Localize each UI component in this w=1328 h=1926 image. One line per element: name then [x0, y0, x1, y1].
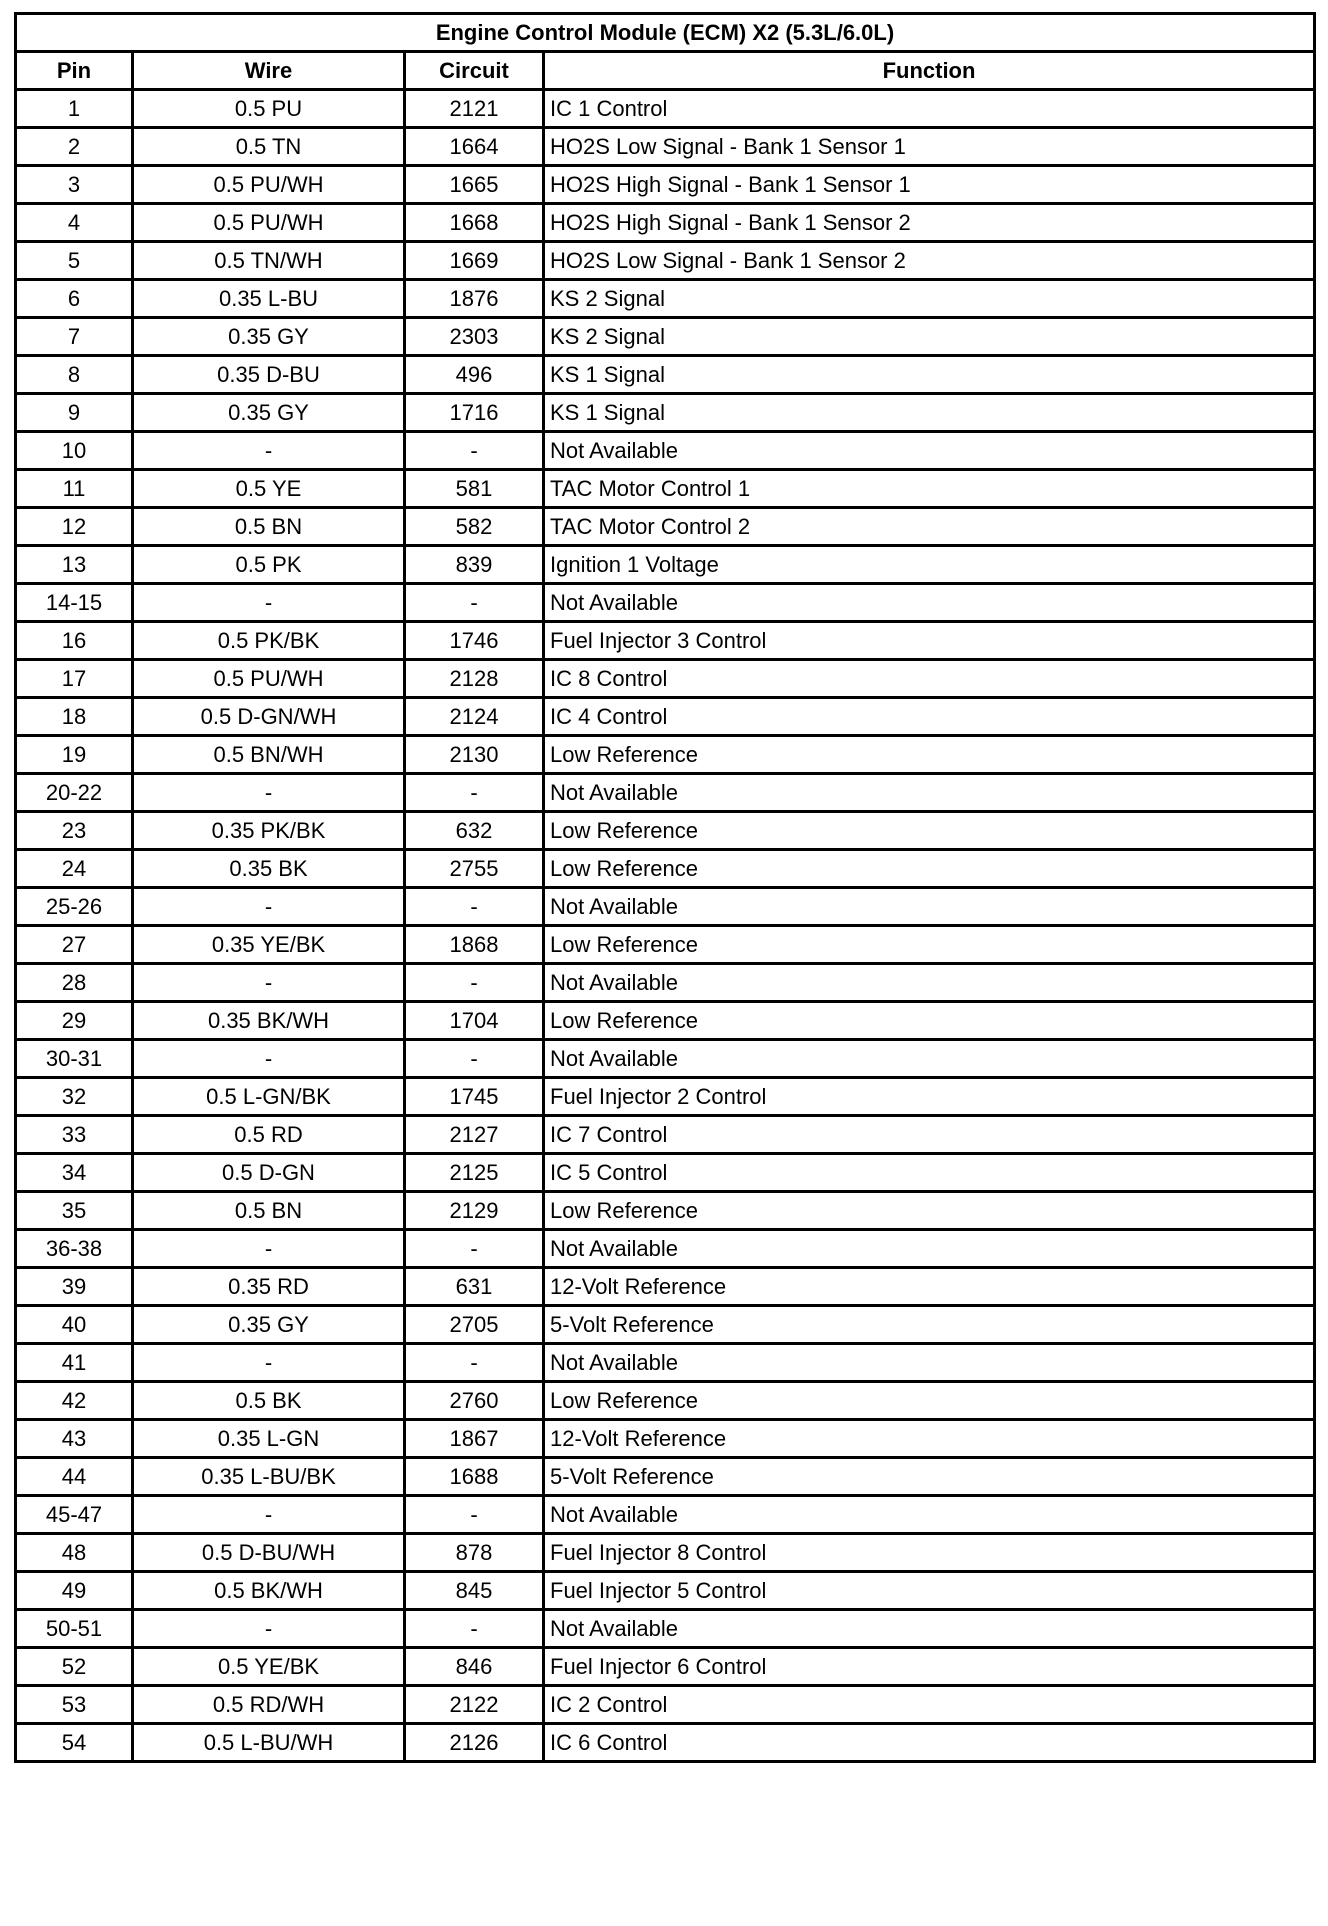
wire-cell: -	[133, 888, 405, 926]
pin-cell: 3	[16, 166, 133, 204]
wire-cell: 0.35 L-BU	[133, 280, 405, 318]
table-row	[16, 1572, 1315, 1610]
function-cell: KS 2 Signal	[544, 280, 1315, 318]
pin-cell: 44	[16, 1458, 133, 1496]
pin-cell: 52	[16, 1648, 133, 1686]
table-row	[16, 1382, 1315, 1420]
circuit-cell: 496	[405, 356, 544, 394]
function-cell: Low Reference	[544, 926, 1315, 964]
function-cell: IC 5 Control	[544, 1154, 1315, 1192]
circuit-cell: -	[405, 432, 544, 470]
pin-cell: 42	[16, 1382, 133, 1420]
wire-cell: 0.35 RD	[133, 1268, 405, 1306]
function-cell: 5-Volt Reference	[544, 1458, 1315, 1496]
pin-cell: 18	[16, 698, 133, 736]
circuit-cell: 2755	[405, 850, 544, 888]
table-row	[16, 280, 1315, 318]
function-cell: Fuel Injector 8 Control	[544, 1534, 1315, 1572]
pin-cell: 49	[16, 1572, 133, 1610]
wire-cell: 0.5 PU	[133, 90, 405, 128]
wire-cell: 0.5 PU/WH	[133, 204, 405, 242]
circuit-cell: 1664	[405, 128, 544, 166]
pin-cell: 7	[16, 318, 133, 356]
pin-cell: 43	[16, 1420, 133, 1458]
pin-cell: 6	[16, 280, 133, 318]
pin-cell: 28	[16, 964, 133, 1002]
wire-cell: 0.5 TN	[133, 128, 405, 166]
circuit-cell: -	[405, 1496, 544, 1534]
function-cell: TAC Motor Control 2	[544, 508, 1315, 546]
table-row	[16, 1192, 1315, 1230]
function-cell: Not Available	[544, 1230, 1315, 1268]
wire-cell: 0.5 D-GN/WH	[133, 698, 405, 736]
table-row	[16, 1040, 1315, 1078]
table-row	[16, 1686, 1315, 1724]
title-row	[16, 14, 1315, 52]
wire-cell: 0.5 BN	[133, 1192, 405, 1230]
wire-cell: 0.5 RD/WH	[133, 1686, 405, 1724]
function-cell: IC 4 Control	[544, 698, 1315, 736]
table-row	[16, 1344, 1315, 1382]
pin-cell: 8	[16, 356, 133, 394]
wire-cell: 0.35 BK	[133, 850, 405, 888]
wire-cell: 0.5 PK/BK	[133, 622, 405, 660]
wire-cell: 0.5 PK	[133, 546, 405, 584]
wire-cell: 0.5 TN/WH	[133, 242, 405, 280]
circuit-cell: 1716	[405, 394, 544, 432]
function-cell: HO2S High Signal - Bank 1 Sensor 1	[544, 166, 1315, 204]
circuit-cell: 632	[405, 812, 544, 850]
circuit-cell: 581	[405, 470, 544, 508]
pin-cell: 45-47	[16, 1496, 133, 1534]
circuit-cell: -	[405, 888, 544, 926]
wire-cell: 0.5 BK/WH	[133, 1572, 405, 1610]
circuit-cell: -	[405, 774, 544, 812]
pin-cell: 25-26	[16, 888, 133, 926]
circuit-cell: -	[405, 584, 544, 622]
table-row	[16, 812, 1315, 850]
pin-cell: 17	[16, 660, 133, 698]
pin-cell: 50-51	[16, 1610, 133, 1648]
pin-cell: 40	[16, 1306, 133, 1344]
table-row	[16, 470, 1315, 508]
wire-cell: 0.5 D-BU/WH	[133, 1534, 405, 1572]
wire-cell: -	[133, 1230, 405, 1268]
circuit-cell: 1668	[405, 204, 544, 242]
pin-cell: 27	[16, 926, 133, 964]
function-cell: Fuel Injector 3 Control	[544, 622, 1315, 660]
function-cell: HO2S Low Signal - Bank 1 Sensor 1	[544, 128, 1315, 166]
table-row	[16, 1306, 1315, 1344]
wire-cell: 0.35 GY	[133, 394, 405, 432]
pin-cell: 4	[16, 204, 133, 242]
function-cell: Not Available	[544, 888, 1315, 926]
wire-cell: 0.5 YE	[133, 470, 405, 508]
wire-cell: -	[133, 1610, 405, 1648]
table-row	[16, 1534, 1315, 1572]
pin-cell: 1	[16, 90, 133, 128]
circuit-cell: -	[405, 964, 544, 1002]
table-row	[16, 1002, 1315, 1040]
pin-cell: 19	[16, 736, 133, 774]
header-pin: Pin	[16, 52, 133, 90]
wire-cell: 0.35 GY	[133, 318, 405, 356]
circuit-cell: 2122	[405, 1686, 544, 1724]
pin-cell: 10	[16, 432, 133, 470]
table-row	[16, 926, 1315, 964]
table-row	[16, 584, 1315, 622]
wire-cell: 0.35 D-BU	[133, 356, 405, 394]
table-row	[16, 432, 1315, 470]
pin-cell: 36-38	[16, 1230, 133, 1268]
circuit-cell: 2125	[405, 1154, 544, 1192]
circuit-cell: 1745	[405, 1078, 544, 1116]
table-row	[16, 166, 1315, 204]
table-row	[16, 204, 1315, 242]
function-cell: KS 2 Signal	[544, 318, 1315, 356]
pin-cell: 29	[16, 1002, 133, 1040]
pin-cell: 11	[16, 470, 133, 508]
pin-cell: 16	[16, 622, 133, 660]
circuit-cell: 2705	[405, 1306, 544, 1344]
function-cell: Not Available	[544, 1496, 1315, 1534]
pin-cell: 5	[16, 242, 133, 280]
function-cell: IC 2 Control	[544, 1686, 1315, 1724]
table-row	[16, 622, 1315, 660]
circuit-cell: 2128	[405, 660, 544, 698]
circuit-cell: 1868	[405, 926, 544, 964]
connector-pinout-table	[14, 12, 1316, 1763]
function-cell: HO2S Low Signal - Bank 1 Sensor 2	[544, 242, 1315, 280]
wire-cell: 0.5 BK	[133, 1382, 405, 1420]
table-row	[16, 850, 1315, 888]
table-row	[16, 546, 1315, 584]
table-row	[16, 508, 1315, 546]
function-cell: Fuel Injector 2 Control	[544, 1078, 1315, 1116]
circuit-cell: 1665	[405, 166, 544, 204]
function-cell: Not Available	[544, 774, 1315, 812]
table-row	[16, 394, 1315, 432]
circuit-cell: 1688	[405, 1458, 544, 1496]
function-cell: IC 8 Control	[544, 660, 1315, 698]
wire-cell: -	[133, 432, 405, 470]
circuit-cell: 582	[405, 508, 544, 546]
wire-cell: 0.5 BN	[133, 508, 405, 546]
function-cell: Not Available	[544, 432, 1315, 470]
header-circuit: Circuit	[405, 52, 544, 90]
pin-cell: 33	[16, 1116, 133, 1154]
header-row	[16, 52, 1315, 90]
pin-cell: 9	[16, 394, 133, 432]
function-cell: TAC Motor Control 1	[544, 470, 1315, 508]
header-wire: Wire	[133, 52, 405, 90]
function-cell: Not Available	[544, 1040, 1315, 1078]
circuit-cell: 2130	[405, 736, 544, 774]
function-cell: Low Reference	[544, 1002, 1315, 1040]
table-row	[16, 1648, 1315, 1686]
wire-cell: 0.5 BN/WH	[133, 736, 405, 774]
wire-cell: 0.35 BK/WH	[133, 1002, 405, 1040]
circuit-cell: -	[405, 1610, 544, 1648]
wire-cell: -	[133, 1040, 405, 1078]
circuit-cell: 2126	[405, 1724, 544, 1762]
circuit-cell: 1867	[405, 1420, 544, 1458]
pin-cell: 23	[16, 812, 133, 850]
table-row	[16, 1230, 1315, 1268]
table-row	[16, 1078, 1315, 1116]
function-cell: Not Available	[544, 964, 1315, 1002]
table-row	[16, 1420, 1315, 1458]
circuit-cell: 1669	[405, 242, 544, 280]
wire-cell: -	[133, 1344, 405, 1382]
wire-cell: 0.5 L-GN/BK	[133, 1078, 405, 1116]
pin-cell: 13	[16, 546, 133, 584]
wire-cell: 0.5 PU/WH	[133, 166, 405, 204]
function-cell: Low Reference	[544, 850, 1315, 888]
wire-cell: 0.35 GY	[133, 1306, 405, 1344]
circuit-cell: 631	[405, 1268, 544, 1306]
wire-cell: 0.5 L-BU/WH	[133, 1724, 405, 1762]
circuit-cell: 845	[405, 1572, 544, 1610]
circuit-cell: -	[405, 1040, 544, 1078]
table-row	[16, 774, 1315, 812]
table-row	[16, 1496, 1315, 1534]
circuit-cell: -	[405, 1230, 544, 1268]
pin-cell: 14-15	[16, 584, 133, 622]
pin-cell: 12	[16, 508, 133, 546]
wire-cell: 0.5 D-GN	[133, 1154, 405, 1192]
wire-cell: -	[133, 1496, 405, 1534]
table-row	[16, 318, 1315, 356]
table-body	[16, 90, 1315, 1762]
table-row	[16, 128, 1315, 166]
pin-cell: 39	[16, 1268, 133, 1306]
wire-cell: 0.35 L-BU/BK	[133, 1458, 405, 1496]
function-cell: Low Reference	[544, 736, 1315, 774]
wire-cell: 0.5 PU/WH	[133, 660, 405, 698]
circuit-cell: 846	[405, 1648, 544, 1686]
function-cell: 12-Volt Reference	[544, 1268, 1315, 1306]
pin-cell: 35	[16, 1192, 133, 1230]
circuit-cell: 1876	[405, 280, 544, 318]
circuit-cell: 2127	[405, 1116, 544, 1154]
table-row	[16, 90, 1315, 128]
function-cell: Low Reference	[544, 1382, 1315, 1420]
circuit-cell: 2303	[405, 318, 544, 356]
function-cell: IC 7 Control	[544, 1116, 1315, 1154]
circuit-cell: -	[405, 1344, 544, 1382]
circuit-cell: 2121	[405, 90, 544, 128]
function-cell: KS 1 Signal	[544, 356, 1315, 394]
function-cell: Fuel Injector 6 Control	[544, 1648, 1315, 1686]
table-row	[16, 1116, 1315, 1154]
header-function: Function	[544, 52, 1315, 90]
pin-cell: 34	[16, 1154, 133, 1192]
circuit-cell: 1704	[405, 1002, 544, 1040]
function-cell: KS 1 Signal	[544, 394, 1315, 432]
function-cell: HO2S High Signal - Bank 1 Sensor 2	[544, 204, 1315, 242]
wire-cell: -	[133, 964, 405, 1002]
table-row	[16, 888, 1315, 926]
table-row	[16, 736, 1315, 774]
table-row	[16, 1724, 1315, 1762]
pin-cell: 30-31	[16, 1040, 133, 1078]
function-cell: Not Available	[544, 584, 1315, 622]
table-row	[16, 964, 1315, 1002]
circuit-cell: 2129	[405, 1192, 544, 1230]
table-row	[16, 1268, 1315, 1306]
function-cell: Not Available	[544, 1344, 1315, 1382]
function-cell: Low Reference	[544, 812, 1315, 850]
circuit-cell: 2760	[405, 1382, 544, 1420]
table-row	[16, 660, 1315, 698]
table-row	[16, 698, 1315, 736]
wire-cell: 0.35 PK/BK	[133, 812, 405, 850]
function-cell: 12-Volt Reference	[544, 1420, 1315, 1458]
pin-cell: 53	[16, 1686, 133, 1724]
wire-cell: 0.35 L-GN	[133, 1420, 405, 1458]
pin-cell: 54	[16, 1724, 133, 1762]
function-cell: 5-Volt Reference	[544, 1306, 1315, 1344]
circuit-cell: 1746	[405, 622, 544, 660]
pin-cell: 2	[16, 128, 133, 166]
wire-cell: -	[133, 774, 405, 812]
wire-cell: 0.5 YE/BK	[133, 1648, 405, 1686]
function-cell: Ignition 1 Voltage	[544, 546, 1315, 584]
circuit-cell: 878	[405, 1534, 544, 1572]
circuit-cell: 2124	[405, 698, 544, 736]
pin-cell: 20-22	[16, 774, 133, 812]
wire-cell: -	[133, 584, 405, 622]
wire-cell: 0.5 RD	[133, 1116, 405, 1154]
table-row	[16, 242, 1315, 280]
table-title: Engine Control Module (ECM) X2 (5.3L/6.0L)	[16, 14, 1315, 52]
table-row	[16, 1610, 1315, 1648]
circuit-cell: 839	[405, 546, 544, 584]
function-cell: IC 1 Control	[544, 90, 1315, 128]
table-row	[16, 1154, 1315, 1192]
function-cell: IC 6 Control	[544, 1724, 1315, 1762]
pin-cell: 48	[16, 1534, 133, 1572]
pin-cell: 32	[16, 1078, 133, 1116]
function-cell: Low Reference	[544, 1192, 1315, 1230]
table-row	[16, 1458, 1315, 1496]
wire-cell: 0.35 YE/BK	[133, 926, 405, 964]
pin-cell: 24	[16, 850, 133, 888]
function-cell: Fuel Injector 5 Control	[544, 1572, 1315, 1610]
table-row	[16, 356, 1315, 394]
function-cell: Not Available	[544, 1610, 1315, 1648]
pin-cell: 41	[16, 1344, 133, 1382]
